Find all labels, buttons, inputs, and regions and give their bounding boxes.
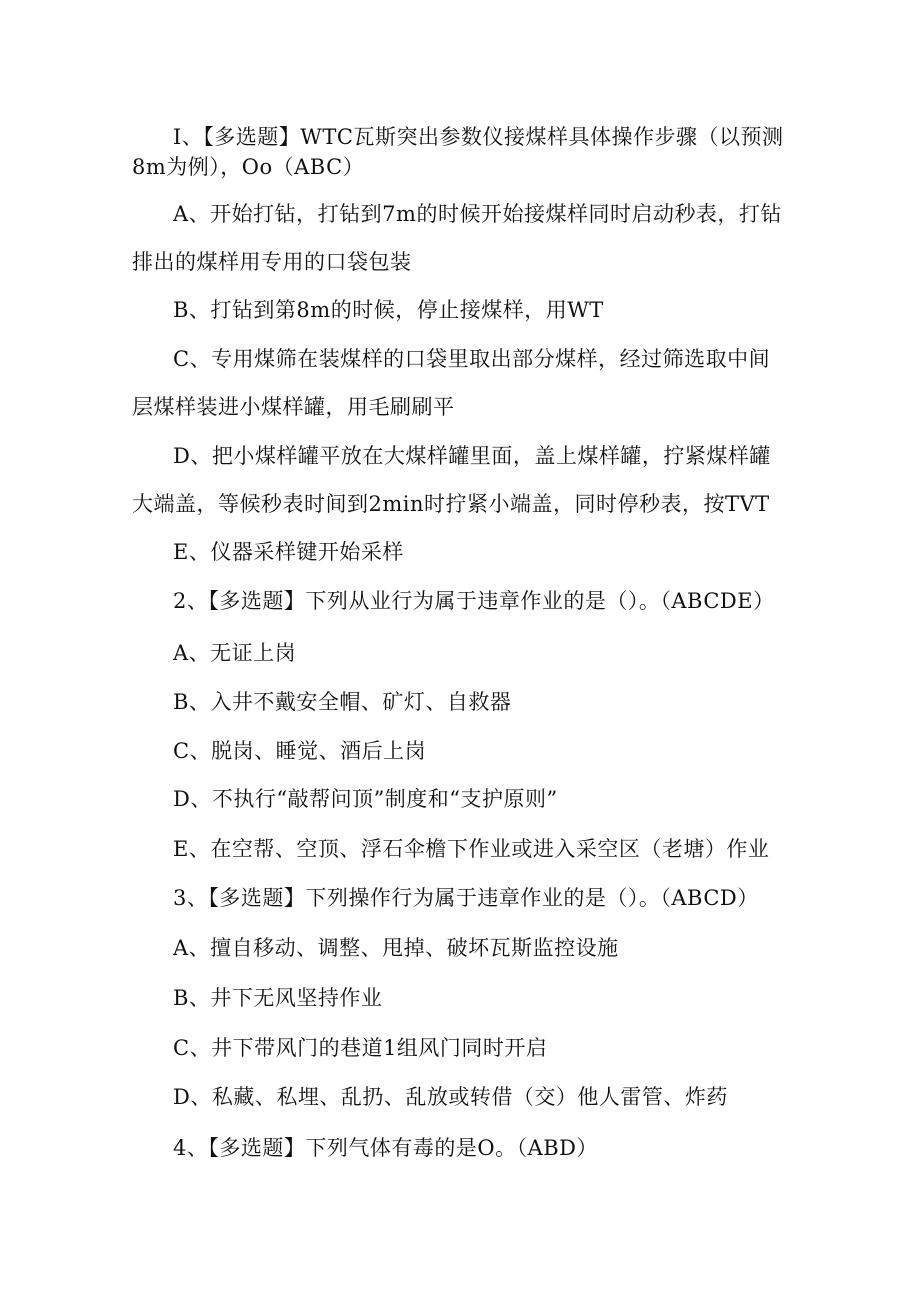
question-3-option-b: B、井下无风坚持作业 bbox=[173, 986, 383, 1010]
question-2-option-e: E、在空帮、空顶、浮石伞檐下作业或进入采空区（老塘）作业 bbox=[173, 837, 770, 861]
question-1-option-a-line-1: A、开始打钻，打钻到7m的时候开始接煤样同时启动秒表，打钻 bbox=[173, 202, 782, 226]
question-3-option-a: A、擅自移动、调整、甩掉、破坏瓦斯监控设施 bbox=[173, 936, 619, 960]
question-2-option-a: A、无证上岗 bbox=[173, 641, 297, 665]
question-2-option-c: C、脱岗、睡觉、酒后上岗 bbox=[173, 739, 427, 763]
question-3-option-d: D、私藏、私埋、乱扔、乱放或转借（交）他人雷管、炸药 bbox=[173, 1085, 728, 1109]
question-1-option-d-line-1: D、把小煤样罐平放在大煤样罐里面，盖上煤样罐，拧紧煤样罐 bbox=[173, 444, 771, 468]
question-1-option-b: B、打钻到第8m的时候，停止接煤样，用WT bbox=[173, 298, 604, 322]
question-3-stem: 3、【多选题】下列操作行为属于违章作业的是（）。（ABCD） bbox=[173, 886, 759, 910]
question-1-option-a-line-2: 排出的煤样用专用的口袋包装 bbox=[132, 250, 412, 274]
question-2-option-b: B、入井不戴安全帽、矿灯、自救器 bbox=[173, 690, 512, 714]
question-2-option-d: D、不执行“敲帮问顶”制度和“支护原则” bbox=[173, 787, 558, 811]
question-1-stem-line-2: 8m为例），Oo（ABC） bbox=[132, 155, 365, 179]
question-1-option-c-line-2: 层煤样装进小煤样罐，用毛刷刷平 bbox=[132, 395, 455, 419]
question-1-stem-line-1: I、【多选题】WTC瓦斯突出参数仪接煤样具体操作步骤（以预测 bbox=[173, 125, 784, 149]
question-3-option-c: C、井下带风门的巷道1组风门同时开启 bbox=[173, 1036, 548, 1060]
question-1-option-c-line-1: C、专用煤筛在装煤样的口袋里取出部分煤样，经过筛选取中间 bbox=[173, 347, 771, 371]
question-4-stem: 4、【多选题】下列气体有毒的是O。（ABD） bbox=[173, 1136, 599, 1160]
question-1-option-e: E、仪器采样键开始采样 bbox=[173, 540, 404, 564]
question-1-option-d-line-2: 大端盖，等候秒表时间到2min时拧紧小端盖，同时停秒表，按TVT bbox=[132, 492, 770, 516]
question-2-stem: 2、【多选题】下列从业行为属于违章作业的是（）。（ABCDE） bbox=[173, 589, 775, 613]
